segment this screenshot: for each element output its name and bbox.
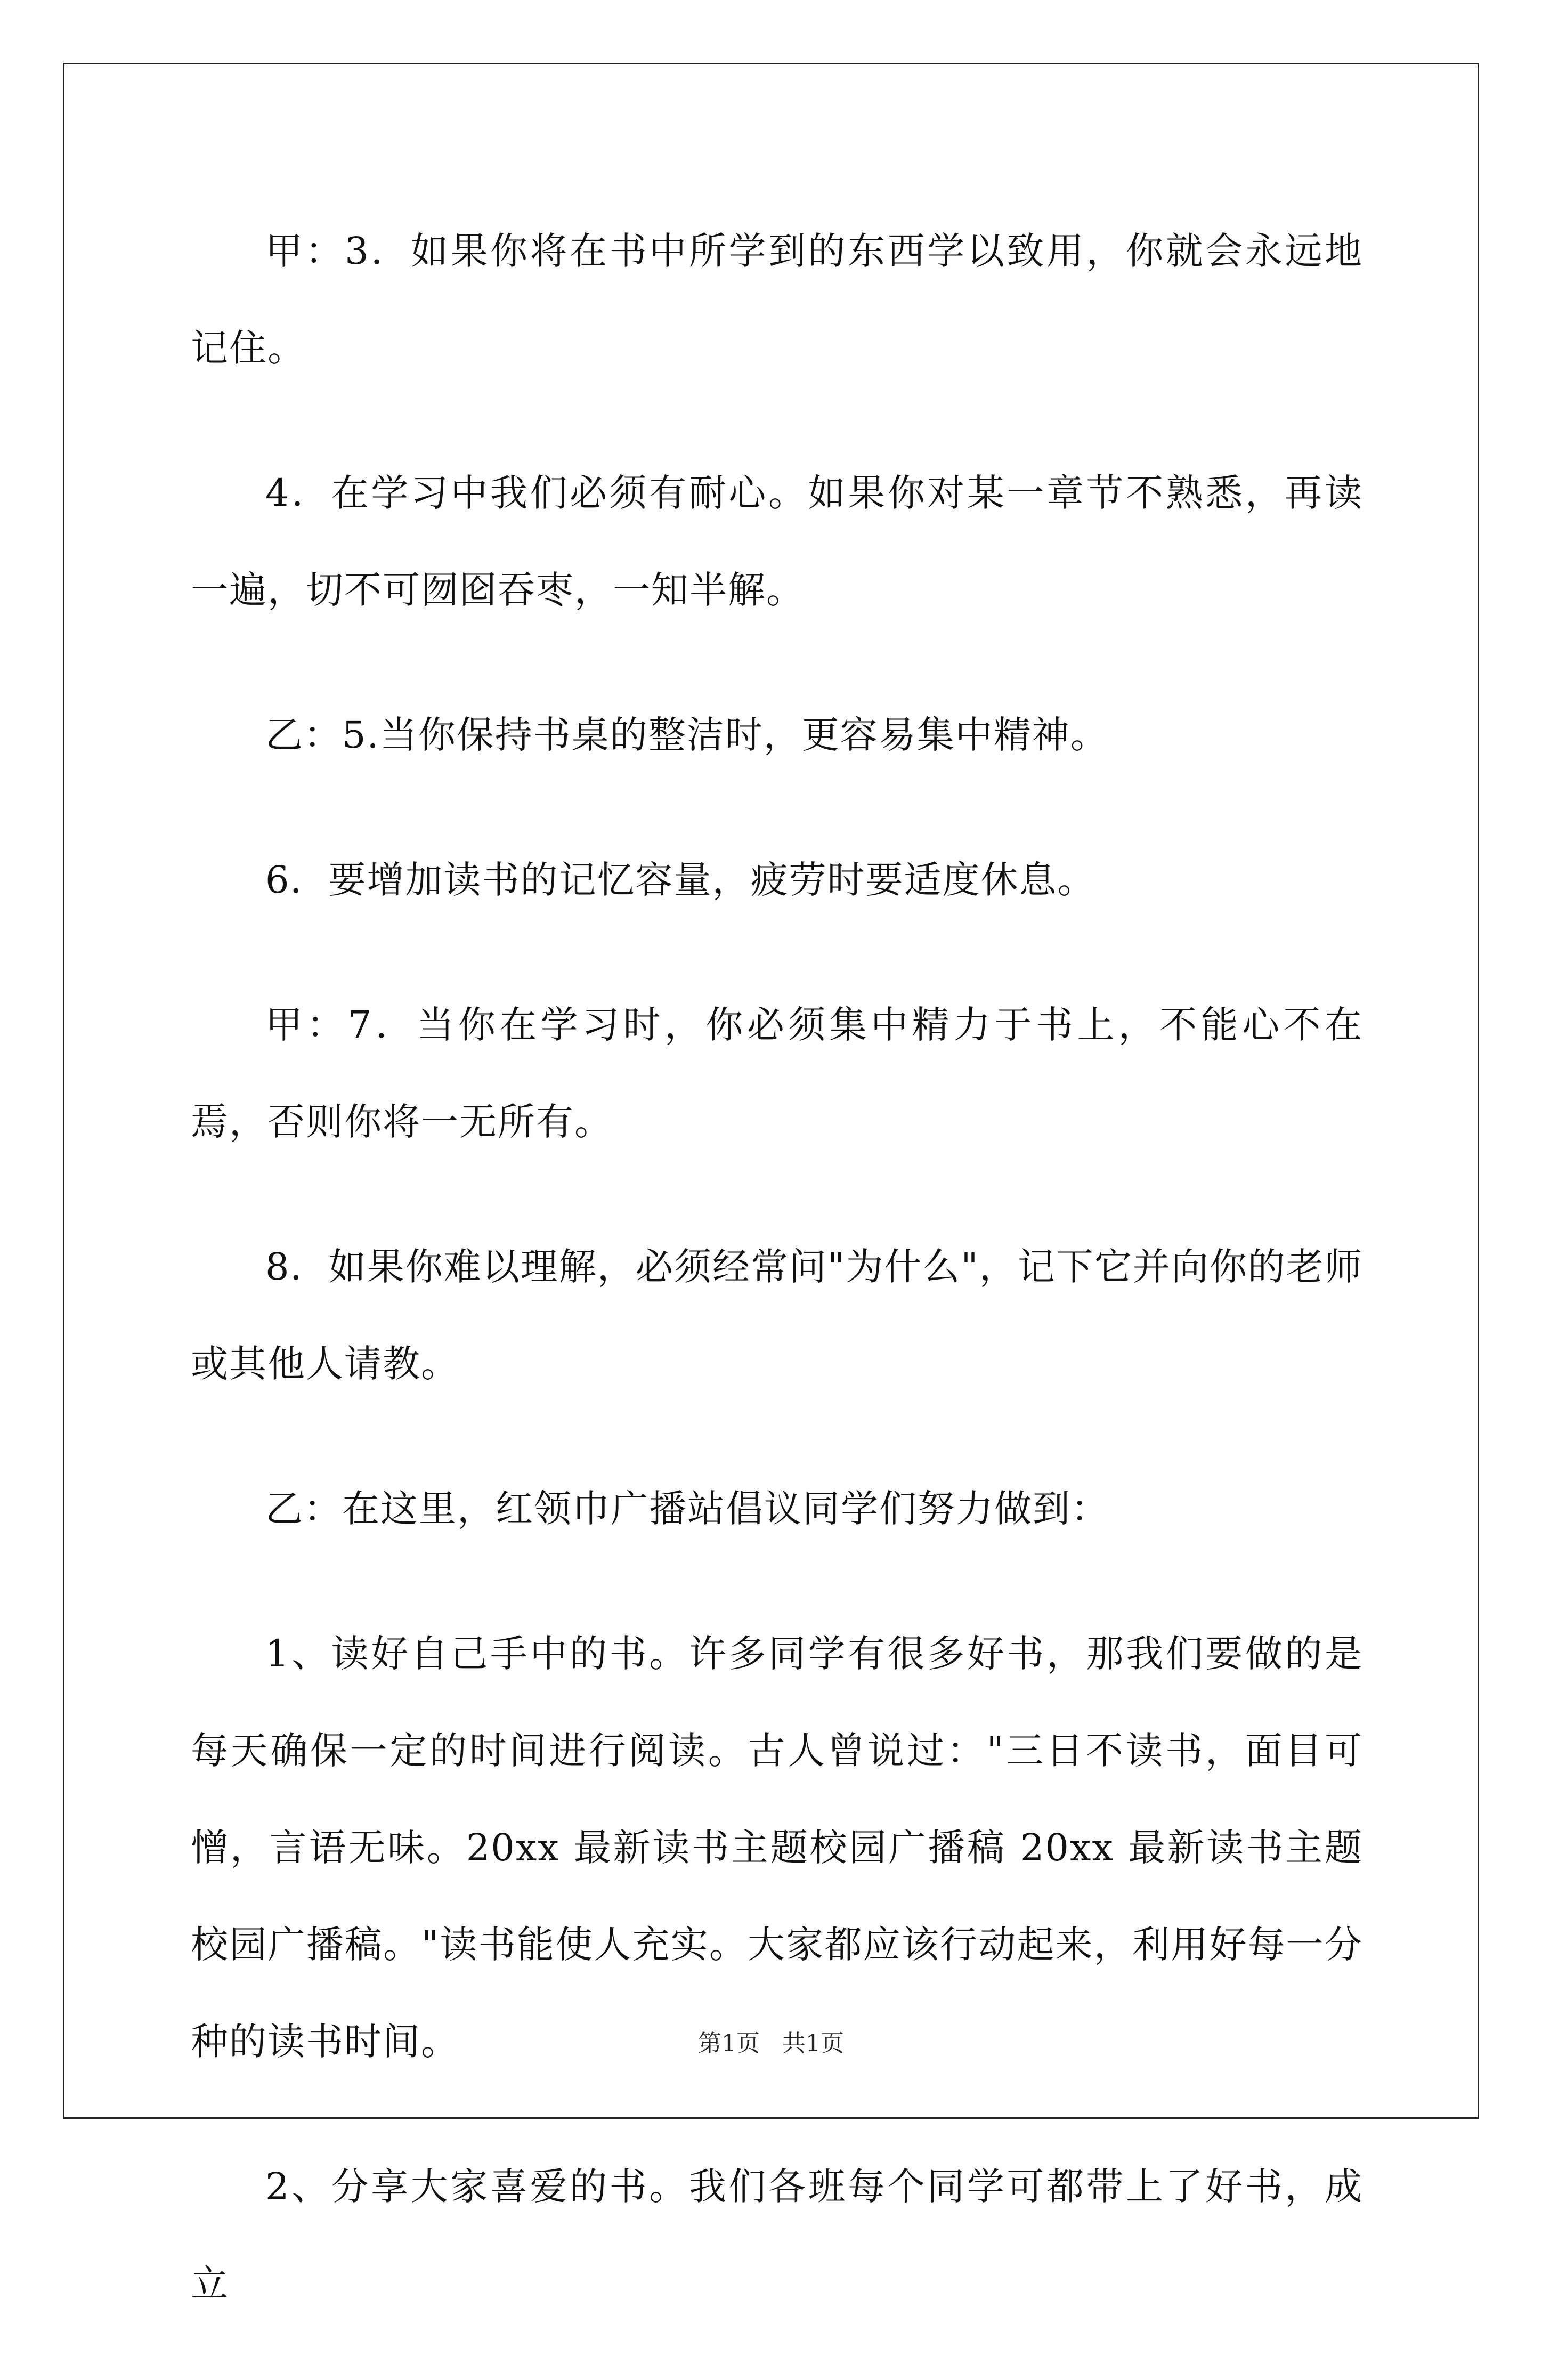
paragraph-2: 4．在学习中我们必须有耐心。如果你对某一章节不熟悉，再读一遍，切不可囫囵吞枣，一知半解。 [191, 471, 1363, 612]
paragraph-8: 1、读好自己手中的书。许多同学有很多好书，那我们要做的是每天确保一定的时间进行阅读。古人曾说过："三日不读书，面目可憎，言语无味。20xx 最新读书主题校园广播稿 20xx 最新读书主题校园广播稿。"读书能使人充实。大家都应该行动起来，利用好每一分种的读书时间。 [191, 1632, 1363, 2063]
paragraph-7: 乙：在这里，红领巾广播站倡议同学们努力做到： [265, 1487, 1109, 1531]
page-footer [0, 2028, 1542, 2060]
page-number: 第1页 [698, 2030, 760, 2057]
page-total: 共1页 [782, 2030, 844, 2057]
paragraph-3: 乙：5.当你保持书桌的整洁时，更容易集中精神。 [265, 713, 1109, 757]
paragraph-6: 8．如果你难以理解，必须经常问"为什么"，记下它并向你的老师或其他人请教。 [191, 1245, 1363, 1386]
paragraph-4: 6．要增加读书的记忆容量，疲劳时要适度休息。 [265, 858, 1096, 902]
paragraph-5: 甲：7．当你在学习时，你必须集中精力于书上，不能心不在焉，否则你将一无所有。 [191, 1003, 1363, 1144]
paragraph-1: 甲：3．如果你将在书中所学到的东西学以致用，你就会永远地记住。 [191, 229, 1363, 370]
paragraph-9: 2、分享大家喜爱的书。我们各班每个同学可都带上了好书，成立 [191, 2165, 1363, 2305]
